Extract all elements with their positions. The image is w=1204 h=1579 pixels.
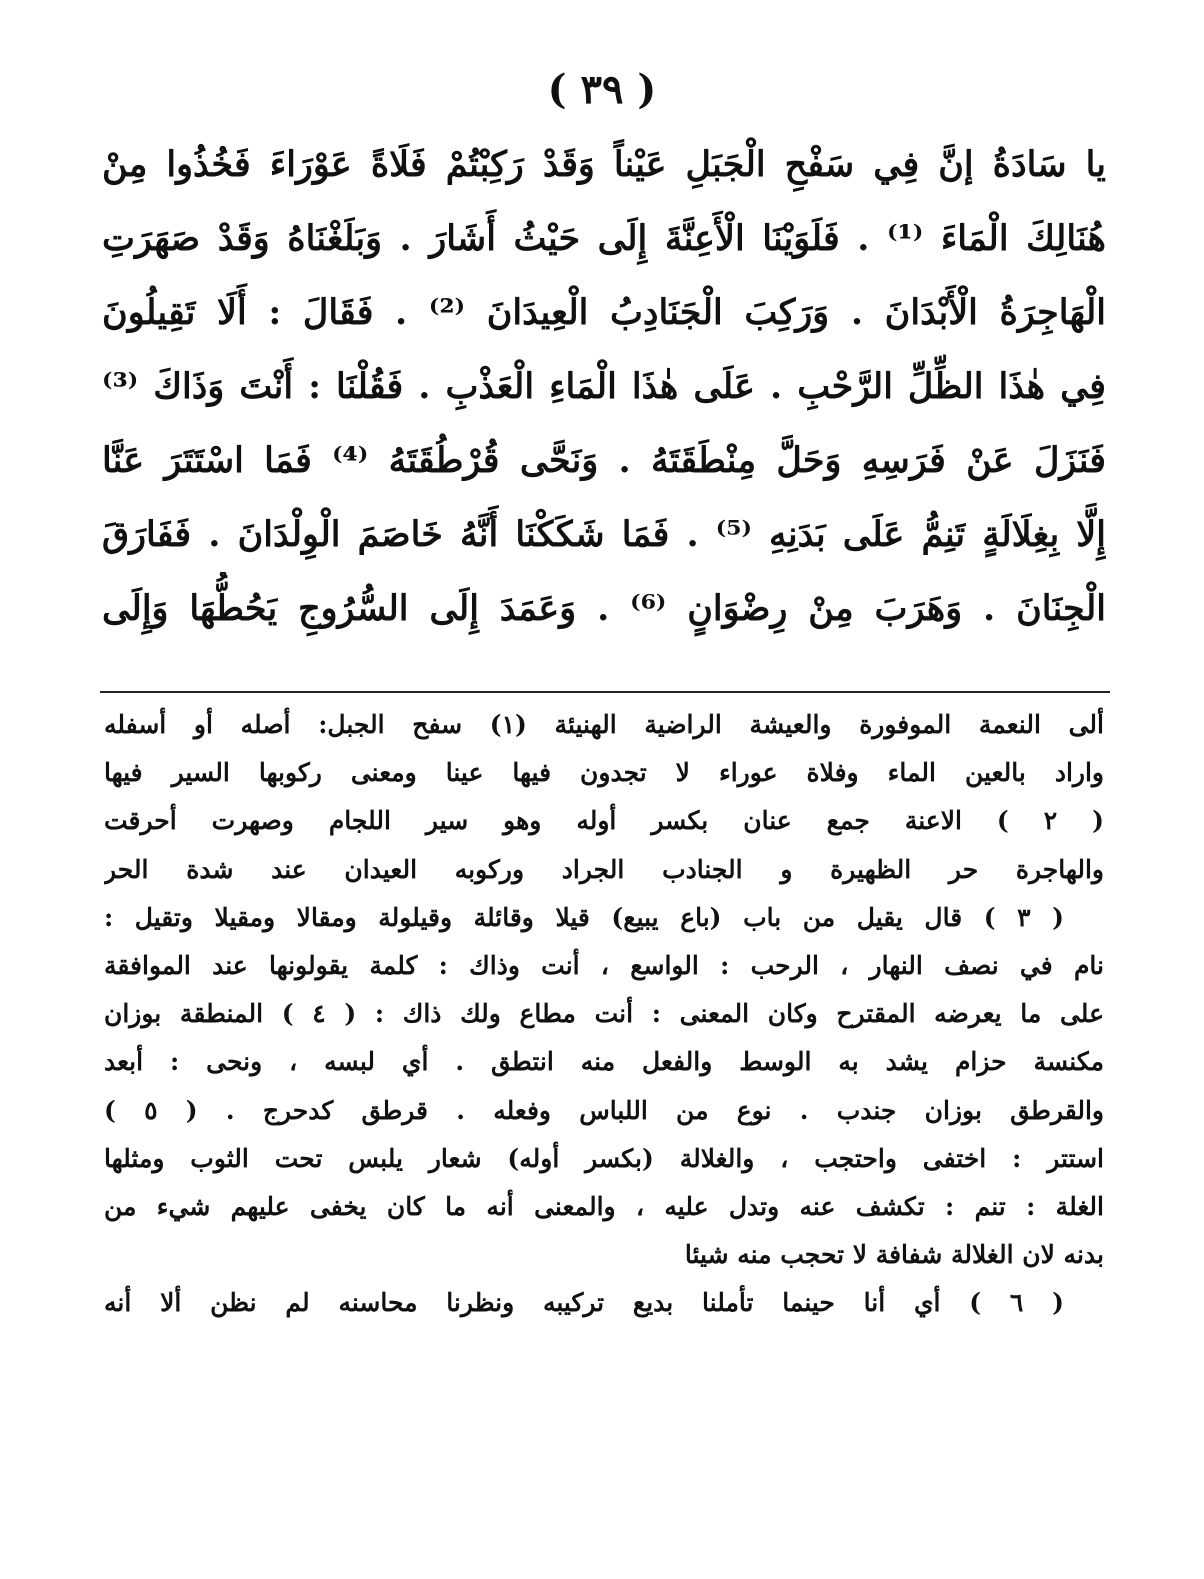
text-line: فَنَزَلَ عَنْ فَرَسِهِ وَحَلَّ مِنْطَقَتَهُ . وَنَحَّى قُرْطُقَتَهُ ⁽⁴⁾ فَمَا اسْتَتَرَ عَنَّا xyxy=(102,440,1106,481)
footnote-divider xyxy=(100,691,1110,693)
text-line: الْجِنَانَ . وَهَرَبَ مِنْ رِضْوَانٍ ⁽⁶⁾ . وَعَمَدَ إِلَى السُّرُوجِ يَحُطُّهَا وَإِلَى xyxy=(102,588,1106,629)
footnote-line: مكنسة حزام يشد به الوسط والفعل منه انتطق . أي لبسه ، ونحى : أبعد xyxy=(104,1047,1104,1077)
footnote-line: والهاجرة حر الظهيرة و الجنادب الجراد وركوبه العيدان عند شدة الحر xyxy=(104,854,1104,884)
footnote-line: الغلة : تنم : تكشف عنه وتدل عليه ، والمعنى أنه ما كان يخفى عليهم شيء من xyxy=(104,1191,1104,1221)
footnote-line: على ما يعرضه المقترح وكان المعنى : أنت مطاع ولك ذاك : ( ٤ ) المنطقة بوزان xyxy=(104,999,1104,1029)
footnote-line: ( ٣ ) قال يقيل من باب (باع يبيع) قيلا وقائلة وقيلولة ومقالا ومقيلا وتقيل : xyxy=(104,902,1064,932)
footnote-line: ( ٦ ) أي أنا حينما تأملنا بديع تركيبه ونظرنا محاسنه لم نظن ألا أنه xyxy=(104,1288,1064,1318)
text-line: يا سَادَةُ إنَّ فِي سَفْحِ الْجَبَلِ عَيْناً وَقَدْ رَكِبْتُمْ فَلَاةً عَوْرَاءَ فَخُذُوا مِنْ xyxy=(102,144,1106,185)
footnote-line: واراد بالعين الماء وفلاة عوراء لا تجدون فيها عينا ومعنى ركوبها السير فيها xyxy=(104,758,1104,788)
main-text xyxy=(102,128,1106,646)
text-line: الْهَاجِرَةُ الْأَبْدَانَ . وَرَكِبَ الْجَنَادِبُ الْعِيدَانَ ⁽²⁾ . فَقَالَ : أَلَا تَقِيلُونَ xyxy=(102,292,1106,333)
footnote-line: نام في نصف النهار ، الرحب : الواسع ، أنت وذاك : كلمة يقولونها عند الموافقة xyxy=(104,950,1104,980)
footnote-line: استتر : اختفى واحتجب ، والغلالة (بكسر أوله) شعار يلبس تحت الثوب ومثلها xyxy=(104,1143,1104,1173)
text-line: فِي هٰذَا الظِّلِّ الرَّحْبِ . عَلَى هٰذَا الْمَاءِ الْعَذْبِ . فَقُلْنَا : أَنْتَ وَذَاكَ ⁽³⁾ xyxy=(102,366,1106,407)
footnotes xyxy=(104,701,1104,1327)
text-line: إِلَّا بِغِلَالَةٍ تَنِمُّ عَلَى بَدَنِهِ ⁽⁵⁾ . فَمَا شَكَكْنَا أَنَّهُ خَاصَمَ الْوِلْدَانَ . فَفَارَقَ xyxy=(102,514,1106,555)
footnote-line: ( ٢ ) الاعنة جمع عنان بكسر أوله وهو سير اللجام وصهرت أحرقت xyxy=(104,806,1104,836)
footnote-line: بدنه لان الغلالة شفافة لا تحجب منه شيئا xyxy=(684,1240,1104,1270)
footnote-line: ألى النعمة الموفورة والعيشة الراضية الهنيئة (١) سفح الجبل: أصله أو أسفله xyxy=(104,710,1104,739)
text-line: هُنَالِكَ الْمَاءَ ⁽¹⁾ . فَلَوَيْنَا الْأَعِنَّةَ إِلَى حَيْثُ أَشَارَ . وَبَلَغْنَاهُ وَقَدْ صَهَرَتِ xyxy=(102,218,1106,259)
footnote-line: والقرطق بوزان جندب . نوع من اللباس وفعله . قرطق كدحرج . ( ٥ ) xyxy=(104,1095,1104,1125)
page-number: ( ٣٩ ) xyxy=(547,66,657,113)
